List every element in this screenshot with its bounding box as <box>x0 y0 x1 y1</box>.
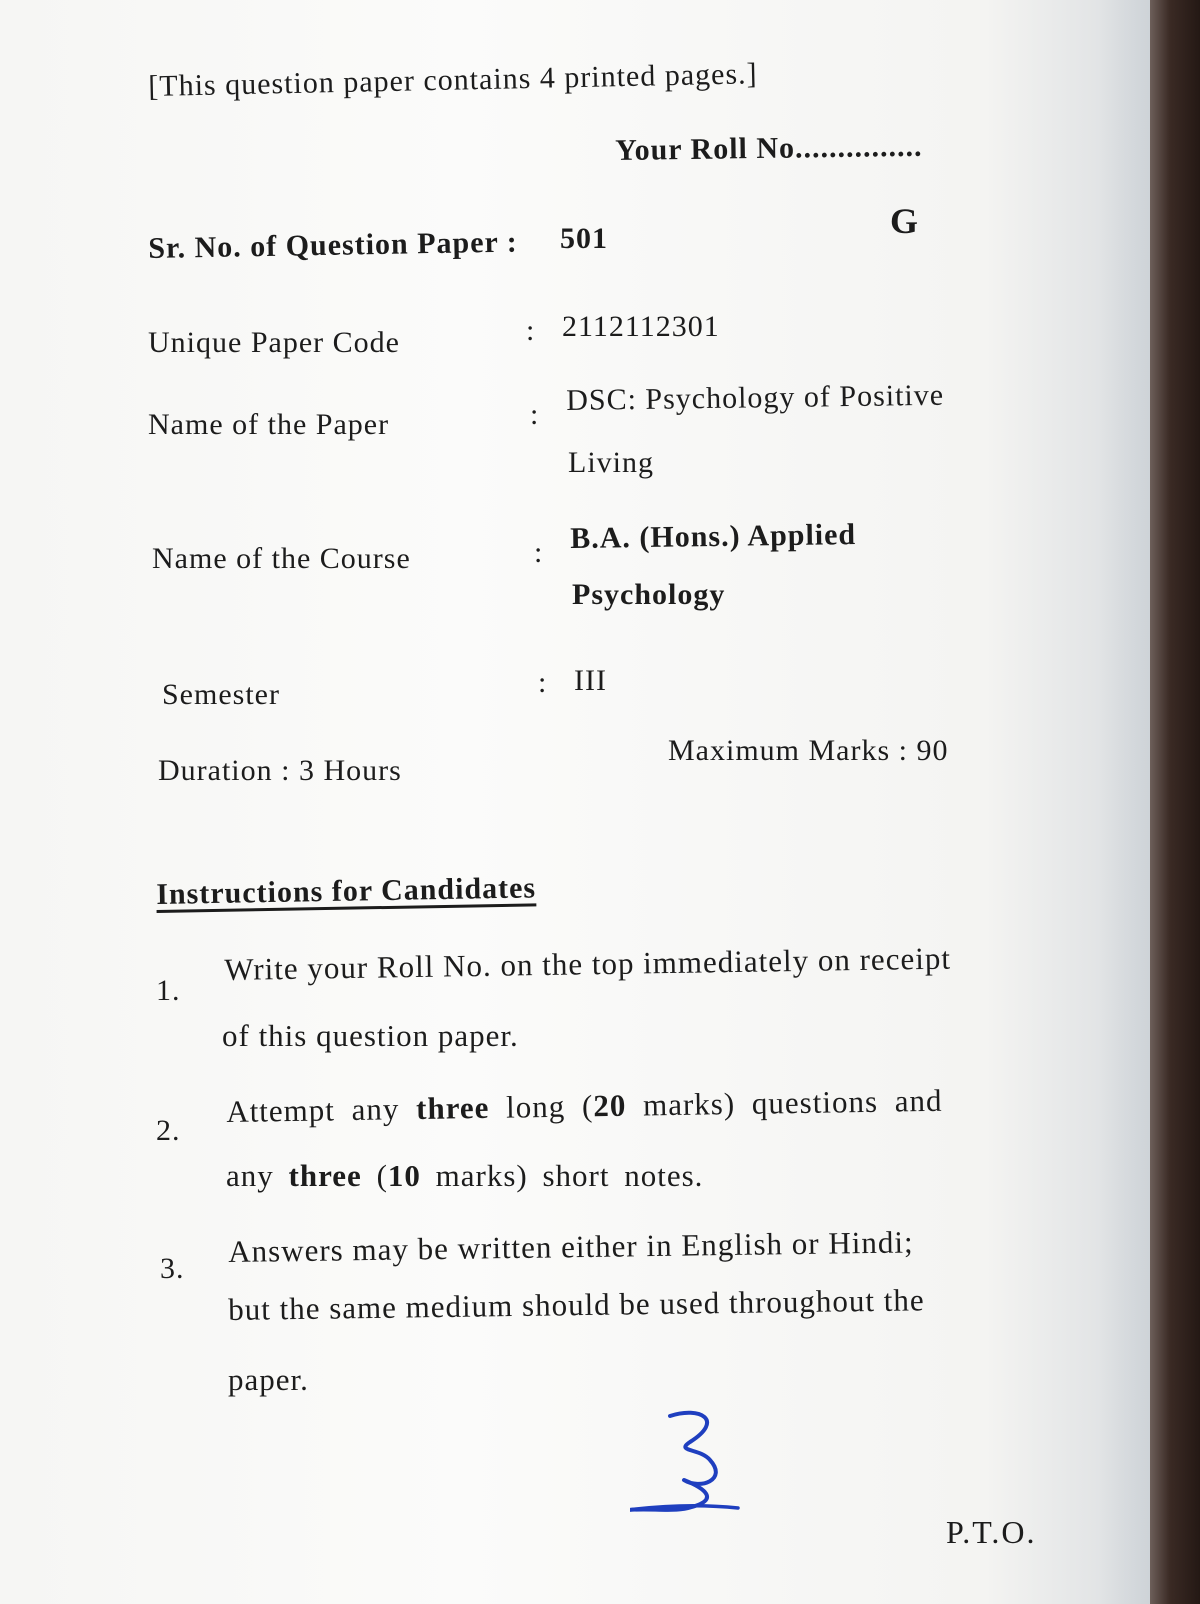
course-name-value-line1: B.A. (Hons.) Applied <box>570 518 857 555</box>
course-name-label: Name of the Course <box>152 542 411 575</box>
instruction-2-text: marks) questions and <box>626 1082 943 1123</box>
course-name-value-line2: Psychology <box>572 578 726 611</box>
paper-name-colon: : <box>530 398 540 431</box>
please-turn-over: P.T.O. <box>946 1514 1037 1550</box>
instruction-3-line1: Answers may be written either in English or Hindi; <box>228 1224 914 1269</box>
instruction-2-emphasis: 20 <box>593 1087 627 1124</box>
instruction-1-line1: Write your Roll No. on the top immediately on receipt <box>224 940 952 987</box>
unique-paper-code-colon: : <box>526 314 536 347</box>
unique-paper-code-value: 2112112301 <box>562 310 720 343</box>
instruction-2-text: any <box>226 1158 289 1193</box>
instruction-2-line1 <box>226 1083 943 1130</box>
set-letter: G <box>890 201 920 241</box>
instructions-heading: Instructions for Candidates <box>156 871 537 911</box>
paper-name-value-line2: Living <box>568 446 654 479</box>
sr-no-value: 501 <box>560 222 608 255</box>
instruction-3-number: 3. <box>160 1252 185 1285</box>
instruction-2-emphasis: three <box>415 1089 490 1127</box>
instruction-2-emphasis: 10 <box>387 1158 421 1193</box>
instruction-2-number: 2. <box>156 1114 181 1147</box>
maximum-marks: Maximum Marks : 90 <box>668 734 949 767</box>
roll-number-field: Your Roll No............... <box>615 129 923 167</box>
page-count-note: [This question paper contains 4 printed pages.] <box>148 57 758 103</box>
instruction-2-text: marks) short notes. <box>420 1158 704 1193</box>
instruction-2-emphasis: three <box>288 1158 362 1193</box>
instruction-3-line2: but the same medium should be used throughout the <box>228 1282 925 1327</box>
semester-value: III <box>574 664 607 697</box>
instruction-2-text: Attempt any <box>226 1091 417 1129</box>
paper-name-label: Name of the Paper <box>148 408 390 441</box>
semester-colon: : <box>538 666 548 699</box>
sr-no-label: Sr. No. of Question Paper : <box>148 225 519 265</box>
instruction-2-text: ( <box>361 1158 388 1193</box>
instruction-1-number: 1. <box>156 974 181 1007</box>
instruction-1-line2: of this question paper. <box>222 1018 519 1053</box>
instruction-3-line3: paper. <box>228 1362 309 1397</box>
course-name-colon: : <box>534 536 544 569</box>
handwritten-three-mark <box>630 1408 760 1528</box>
page-edge-shadow <box>1150 0 1200 1604</box>
unique-paper-code-label: Unique Paper Code <box>148 326 400 359</box>
instruction-2-line2 <box>226 1158 703 1194</box>
paper-name-value-line1: DSC: Psychology of Positive <box>566 378 945 417</box>
semester-label: Semester <box>162 678 280 711</box>
instruction-2-text: long ( <box>489 1088 594 1125</box>
duration: Duration : 3 Hours <box>158 754 402 787</box>
